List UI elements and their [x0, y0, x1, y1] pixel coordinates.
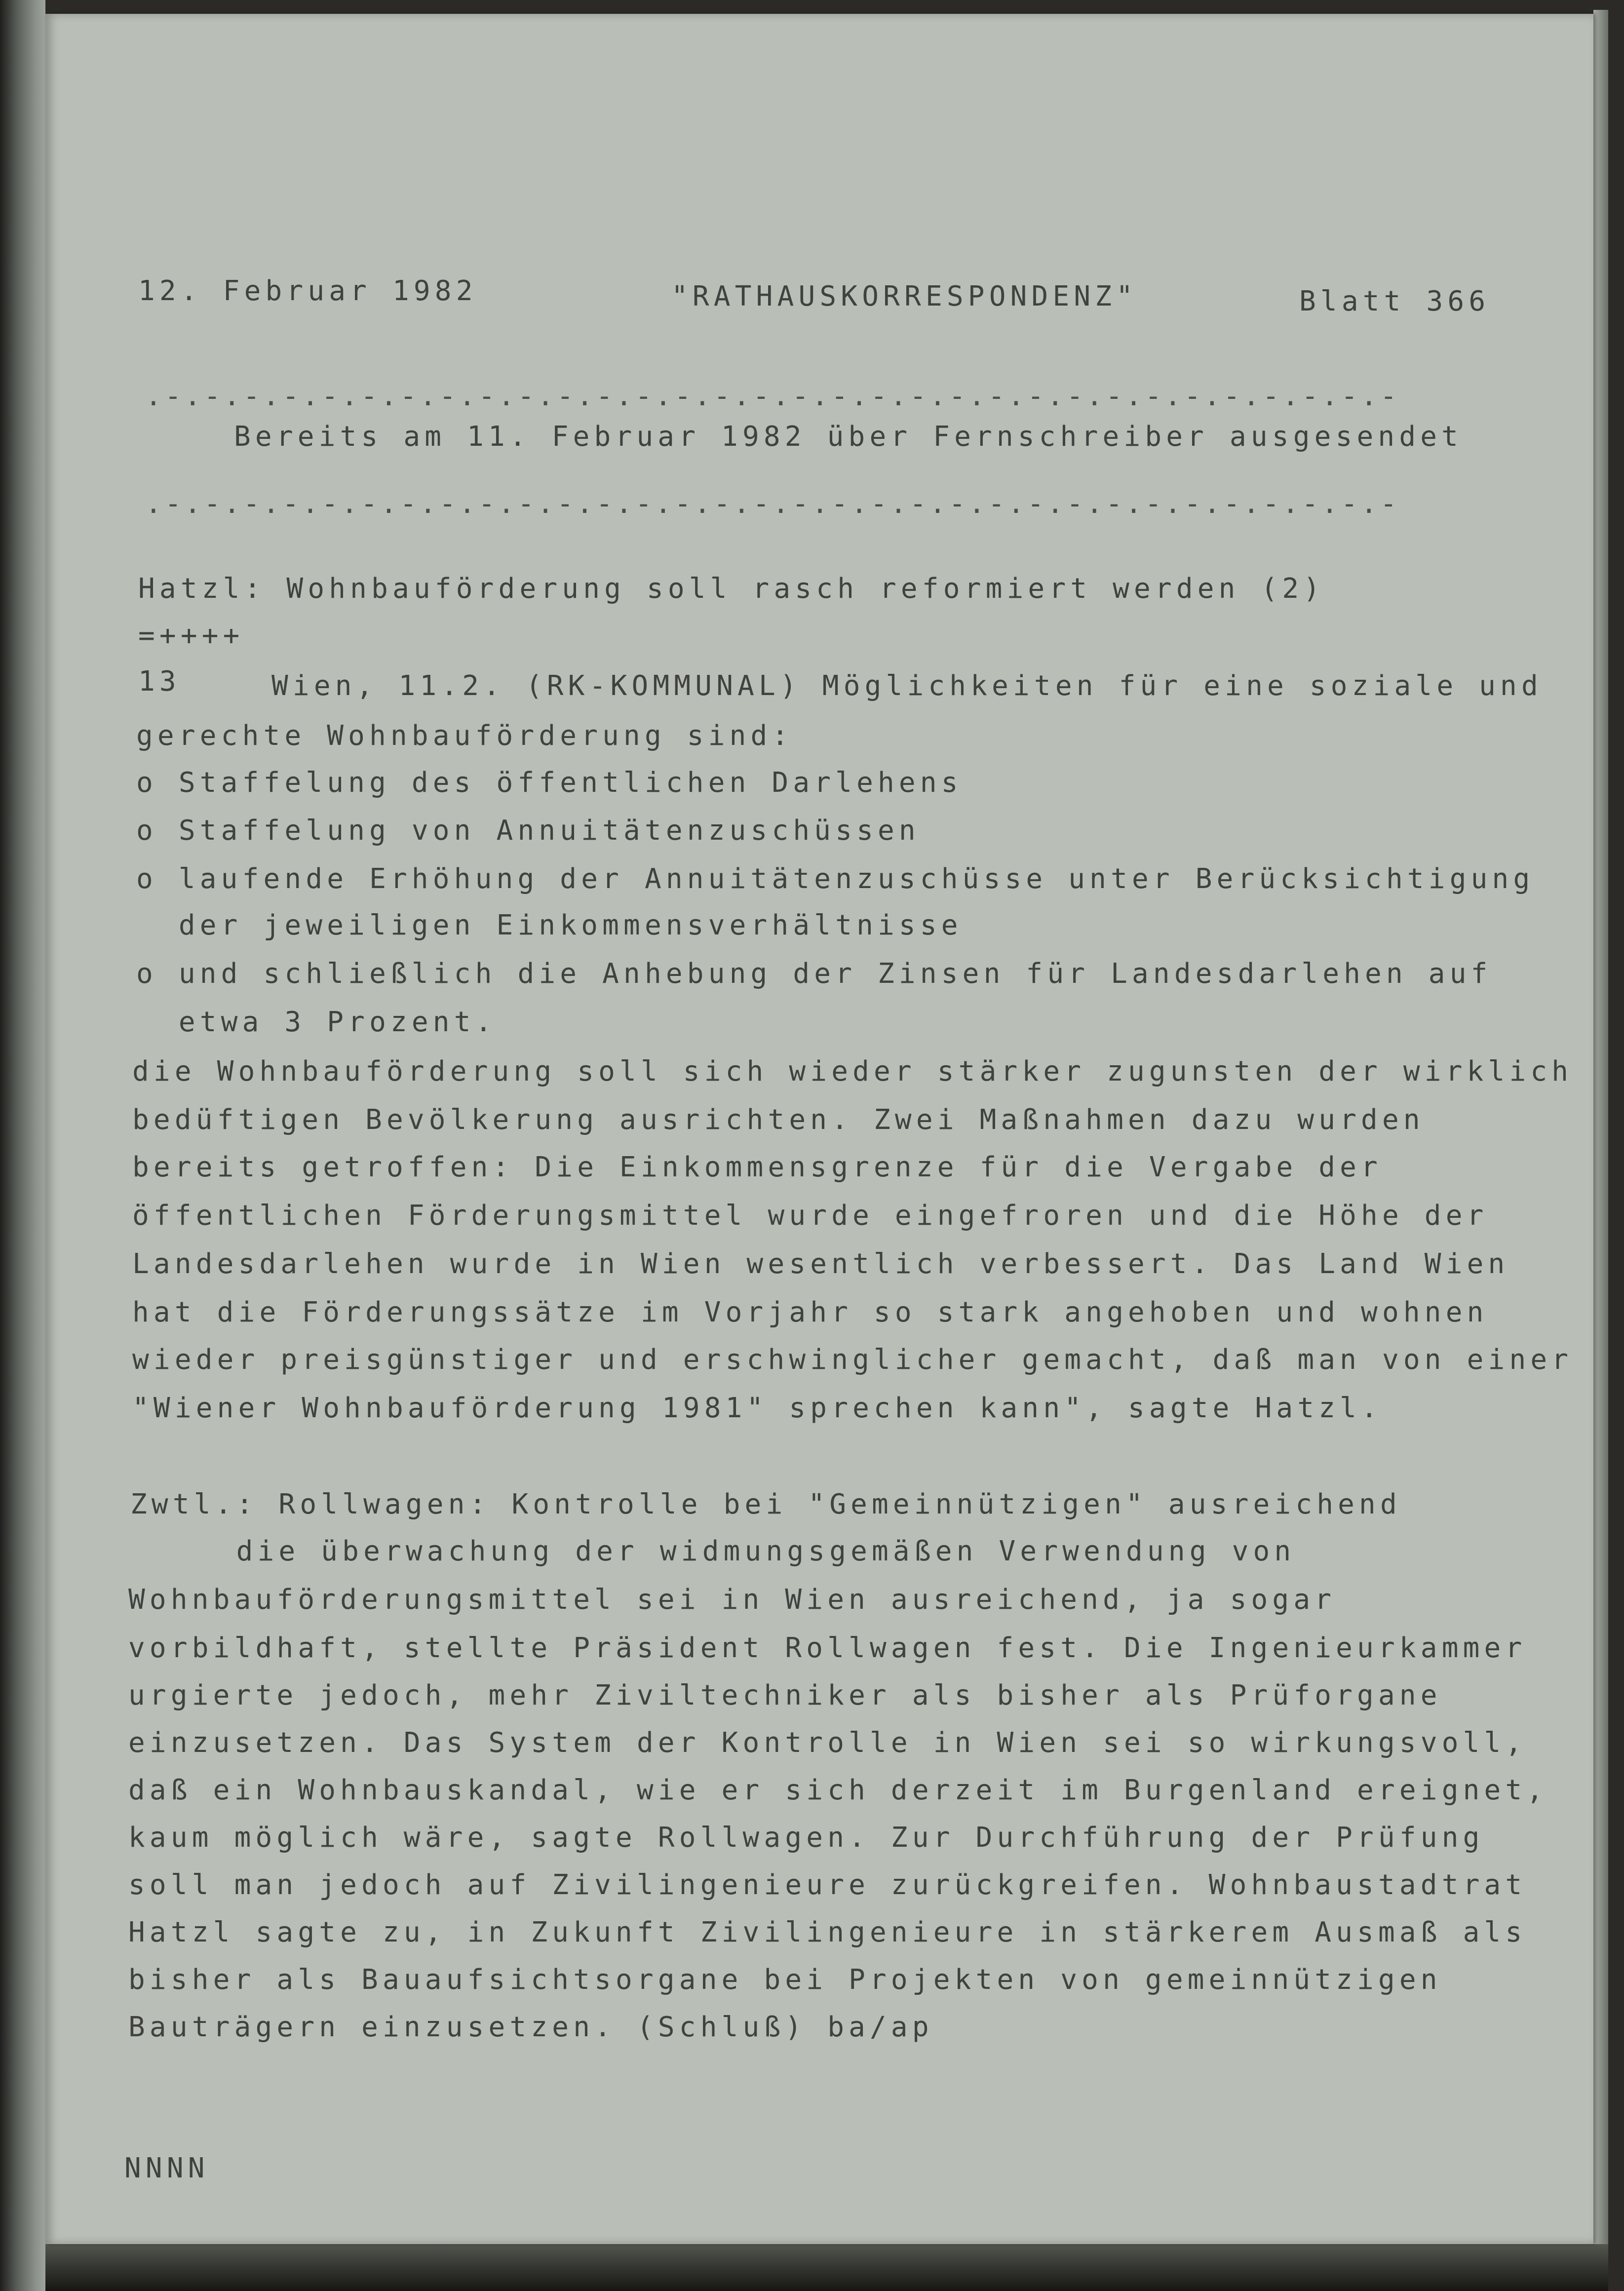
- article2-headline: Zwtl.: Rollwagen: Kontrolle bei "Gemeinnützigen" ausreichend: [130, 1488, 1401, 1520]
- header-sheet-number: Blatt 366: [1299, 285, 1490, 317]
- article1-line: der jeweiligen Einkommensverhältnisse: [136, 909, 963, 941]
- article2-line: die überwachung der widmungsgemäßen Verwendung von: [130, 1535, 1296, 1567]
- page-bottom-edge: [45, 2244, 1608, 2291]
- article1-line: hat die Förderungssätze im Vorjahr so stark angehoben und wohnen: [132, 1296, 1488, 1328]
- article1-marker: =++++: [138, 620, 244, 652]
- article2-line: soll man jedoch auf Zivilingenieure zurückgreifen. Wohnbaustadtrat: [128, 1869, 1527, 1901]
- article2-line: kaum möglich wäre, sagte Rollwagen. Zur Durchführung der Prüfung: [128, 1822, 1484, 1854]
- article1-line: "Wiener Wohnbauförderung 1981" sprechen kann", sagte Hatzl.: [132, 1392, 1382, 1424]
- article1-line: wieder preisgünstiger und erschwinglicher gemacht, daß man von einer: [132, 1344, 1573, 1376]
- book-binding-edge: [0, 0, 45, 2291]
- article1-line: Landesdarlehen wurde in Wien wesentlich verbessert. Das Land Wien: [132, 1248, 1509, 1280]
- document-page: [45, 14, 1593, 2244]
- article2-line: einzusetzen. Das System der Kontrolle in Wien sei so wirkungsvoll,: [128, 1727, 1527, 1759]
- separator-top: .-.-.-.-.-.-.-.-.-.-.-.-.-.-.-.-.-.-.-.-.-.-.-.-.-.-.-.-.-.-.-.-: [145, 380, 1400, 412]
- article2-line: vorbildhaft, stellte Präsident Rollwagen fest. Die Ingenieurkammer: [128, 1632, 1527, 1664]
- article2-line: urgierte jedoch, mehr Ziviltechniker als bisher als Prüforgane: [128, 1679, 1442, 1711]
- telex-notice: Bereits am 11. Februar 1982 über Fernschreiber ausgesendet: [234, 421, 1463, 453]
- article1-lead-line: Wien, 11.2. (RK-KOMMUNAL) Möglichkeiten für eine soziale und: [271, 670, 1543, 702]
- article2-line: bisher als Bauaufsichtsorgane bei Projekten von gemeinnützigen: [128, 1964, 1442, 1996]
- header-date: 12. Februar 1982: [138, 275, 477, 307]
- article1-line: o und schließlich die Anhebung der Zinsen für Landesdarlehen auf: [136, 958, 1492, 990]
- article1-line: o Staffelung von Annuitätenzuschüssen: [136, 815, 920, 847]
- header-publication: "RATHAUSKORRESPONDENZ": [671, 280, 1138, 312]
- end-mark: NNNN: [124, 2152, 209, 2184]
- article1-line: etwa 3 Prozent.: [136, 1006, 497, 1038]
- article1-line: die Wohnbauförderung soll sich wieder stärker zugunsten der wirklich: [132, 1055, 1573, 1087]
- article2-line: Wohnbauförderungsmittel sei in Wien ausreichend, ja sogar: [128, 1584, 1336, 1616]
- article1-line: gerechte Wohnbauförderung sind:: [136, 720, 793, 752]
- article1-line: öffentlichen Förderungsmittel wurde eingefroren und die Höhe der: [132, 1200, 1488, 1232]
- article1-line: o Staffelung des öffentlichen Darlehens: [136, 767, 963, 799]
- article2-line: Bauträgern einzusetzen. (Schluß) ba/ap: [128, 2011, 933, 2043]
- article1-number: 13: [138, 665, 181, 698]
- article2-line: Hatzl sagte zu, in Zukunft Zivilingenieure in stärkerem Ausmaß als: [128, 1916, 1527, 1948]
- page-right-edge: [1593, 10, 1608, 2251]
- article1-line: bereits getroffen: Die Einkommensgrenze für die Vergabe der: [132, 1151, 1382, 1183]
- article1-headline: Hatzl: Wohnbauförderung soll rasch reformiert werden (2): [138, 573, 1325, 605]
- article1-line: o laufende Erhöhung der Annuitätenzuschüsse unter Berücksichtigung: [136, 863, 1535, 895]
- article1-line: bedüftigen Bevölkerung ausrichten. Zwei Maßnahmen dazu wurden: [132, 1104, 1425, 1136]
- separator-bottom: .-.-.-.-.-.-.-.-.-.-.-.-.-.-.-.-.-.-.-.-.-.-.-.-.-.-.-.-.-.-.-.-: [145, 488, 1400, 520]
- article2-line: daß ein Wohnbauskandal, wie er sich derzeit im Burgenland ereignet,: [128, 1774, 1548, 1806]
